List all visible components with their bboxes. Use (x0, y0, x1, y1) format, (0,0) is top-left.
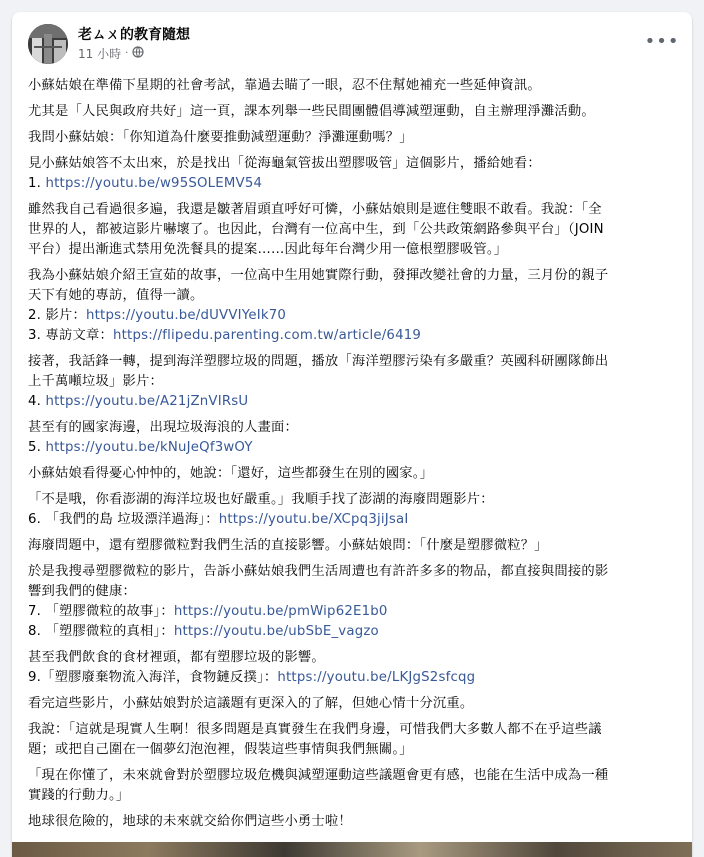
post-line-text: 甚至有的國家海邊，出現垃圾海浪的人畫面： (28, 420, 298, 435)
author-name[interactable]: 老ㄙㄨ的教育隨想 (78, 27, 190, 43)
post-paragraph (28, 562, 676, 642)
post-line-text: 7. 「塑膠微粒的故事」： (28, 604, 174, 619)
post-line-text: 小蘇姑娘看得憂心忡忡的，她說：「還好，這些都發生在別的國家。」 (28, 466, 434, 481)
globe-icon[interactable] (132, 46, 144, 61)
post-line-text: 題；或把自己圍在一個夢幻泡泡裡，假裝這些事情與我們無關。」 (28, 742, 413, 757)
post-line-text: 尤其是「人民與政府共好」這一頁，課本列舉一些民間團體倡導減塑運動，自主辦理淨灘活動。 (28, 104, 595, 119)
post-paragraph (28, 766, 676, 806)
post-line (28, 648, 676, 668)
post-line (28, 266, 676, 286)
post-line (28, 76, 676, 96)
post-line-text: 實踐的行動力。」 (28, 788, 130, 803)
post-line (28, 812, 676, 832)
post-line (28, 720, 676, 740)
post-line (28, 352, 676, 372)
video-link[interactable]: https://youtu.be/w95SOLEMV54 (45, 176, 263, 191)
post-card (12, 12, 692, 857)
post-paragraph (28, 720, 676, 760)
post-line-text: 見小蘇姑娘答不太出來，於是找出「從海龜氣管拔出塑膠吸管」這個影片，播給她看： (28, 156, 541, 171)
post-line-text: 雖然我自己看過很多遍，我還是皺著眉頭直呼好可憐，小蘇姑娘則是遮住雙眼不敢看。我說：「全 (28, 202, 602, 217)
post-line (28, 418, 676, 438)
post-line-text: 「現在你懂了，未來就會對於塑膠垃圾危機與減塑運動這些議題會更有感，也能在生活中成為一種 (28, 768, 609, 783)
post-line-text: 6. 「我們的島 垃圾漂洋過海」： (28, 512, 219, 527)
post-line (28, 154, 676, 174)
post-paragraph (28, 200, 676, 260)
post-time[interactable]: 11 小時 (78, 47, 122, 61)
post-line-text: 1. (28, 176, 46, 191)
video-link[interactable]: https://youtu.be/kNuJeQf3wOY (45, 440, 253, 455)
post-paragraph (28, 128, 676, 148)
post-paragraph (28, 812, 676, 832)
post-line (28, 562, 676, 582)
post-line-text: 海廢問題中，還有塑膠微粒對我們生活的直接影響。小蘇姑娘問：「什麼是塑膠微粒？」 (28, 538, 548, 553)
post-line (28, 128, 676, 148)
post-line-text: 地球很危險的，地球的未來就交給你們這些小勇士啦！ (28, 814, 352, 829)
post-text (28, 76, 676, 838)
post-line-text: 2. 影片： (28, 308, 87, 323)
post-line (28, 220, 676, 240)
post-line-text: 世界的人，都被這影片嚇壞了。也因此，台灣有一位高中生，到「公共政策網路參與平台」（JOIN (28, 222, 604, 237)
post-line (28, 372, 676, 392)
post-line-text: 3. 專訪文章： (28, 328, 113, 343)
post-paragraph (28, 76, 676, 96)
post-line (28, 102, 676, 122)
post-line-text: 5. (28, 440, 46, 455)
post-paragraph (28, 464, 676, 484)
video-link[interactable]: https://youtu.be/ubSbE_vagzo (173, 624, 379, 639)
video-link[interactable]: https://youtu.be/A21jZnVIRsU (45, 394, 249, 409)
post-line-text: 4. (28, 394, 46, 409)
post-line-text: 9.「塑膠廢棄物流入海洋，食物鏈反撲」： (28, 670, 278, 685)
post-line (28, 622, 676, 642)
post-paragraph (28, 266, 676, 346)
post-line (28, 438, 676, 458)
post-paragraph (28, 352, 676, 412)
post-header (12, 12, 692, 70)
post-line-text: 我說：「這就是現實人生啊！很多問題是真實發生在我們身邊，可惜我們大多數人都不在乎這些議 (28, 722, 602, 737)
avatar-image (28, 24, 68, 64)
video-link[interactable]: https://youtu.be/XCpq3jiJsaI (218, 512, 409, 527)
post-line (28, 306, 676, 326)
post-paragraph (28, 418, 676, 458)
post-line (28, 694, 676, 714)
post-photo[interactable] (12, 842, 692, 857)
post-paragraph (28, 536, 676, 556)
post-line-text: 8. 「塑膠微粒的真相」： (28, 624, 174, 639)
post-line-text: 上千萬噸垃圾」影片： (28, 374, 163, 389)
post-line (28, 786, 676, 806)
video-link[interactable]: https://youtu.be/dUVVIYeIk70 (86, 308, 287, 323)
post-line (28, 740, 676, 760)
post-line (28, 174, 676, 194)
post-line-text: 「不是哦，你看澎湖的海洋垃圾也好嚴重。」我順手找了澎湖的海廢問題影片： (28, 492, 494, 507)
post-line (28, 392, 676, 412)
avatar[interactable] (28, 24, 68, 64)
post-line (28, 200, 676, 220)
post-line (28, 668, 676, 688)
video-link[interactable]: https://youtu.be/LKJgS2sfcqg (277, 670, 476, 685)
post-line-text: 小蘇姑娘在準備下星期的社會考試，靠過去瞄了一眼，忍不住幫她補充一些延伸資訊。 (28, 78, 541, 93)
post-paragraph (28, 694, 676, 714)
post-line-text: 甚至我們飲食的食材裡頭，都有塑膠垃圾的影響。 (28, 650, 325, 665)
post-paragraph (28, 490, 676, 530)
post-line (28, 326, 676, 346)
post-line-text: 我問小蘇姑娘：「你知道為什麼要推動減塑運動？淨灘運動嗎？」 (28, 130, 413, 145)
video-link[interactable]: https://flipedu.parenting.com.tw/article/6419 (113, 328, 422, 343)
post-line-text: 接著，我話鋒一轉，提到海洋塑膠垃圾的問題，播放「海洋塑膠污染有多嚴重？英國科研團隊飾出 (28, 354, 609, 369)
separator-dot: · (125, 48, 129, 59)
more-options-button[interactable]: ••• (644, 30, 680, 52)
post-line-text: 看完這些影片，小蘇姑娘對於這議題有更深入的了解，但她心情十分沉重。 (28, 696, 474, 711)
post-line-text: 響到我們的健康： (28, 584, 136, 599)
post-paragraph (28, 154, 676, 194)
post-line (28, 240, 676, 260)
post-paragraph (28, 648, 676, 688)
post-line (28, 536, 676, 556)
post-line-text: 平台）提出漸進式禁用免洗餐具的提案……因此每年台灣少用一億根塑膠吸管。」 (28, 242, 508, 257)
post-line-text: 我為小蘇姑娘介紹王宣茹的故事，一位高中生用她實際行動，發揮改變社會的力量，三月份的親子 (28, 268, 609, 283)
post-line (28, 510, 676, 530)
post-paragraph (28, 102, 676, 122)
post-line (28, 286, 676, 306)
post-line-text: 於是我搜尋塑膠微粒的影片，告訴小蘇姑娘我們生活周遭也有許許多多的物品，都直接與間接的影 (28, 564, 609, 579)
post-meta (78, 45, 144, 62)
post-line (28, 490, 676, 510)
post-line (28, 766, 676, 786)
post-line (28, 582, 676, 602)
video-link[interactable]: https://youtu.be/pmWip62E1b0 (173, 604, 388, 619)
post-line-text: 天下有她的專訪，值得一讀。 (28, 288, 204, 303)
post-line (28, 602, 676, 622)
post-line (28, 464, 676, 484)
